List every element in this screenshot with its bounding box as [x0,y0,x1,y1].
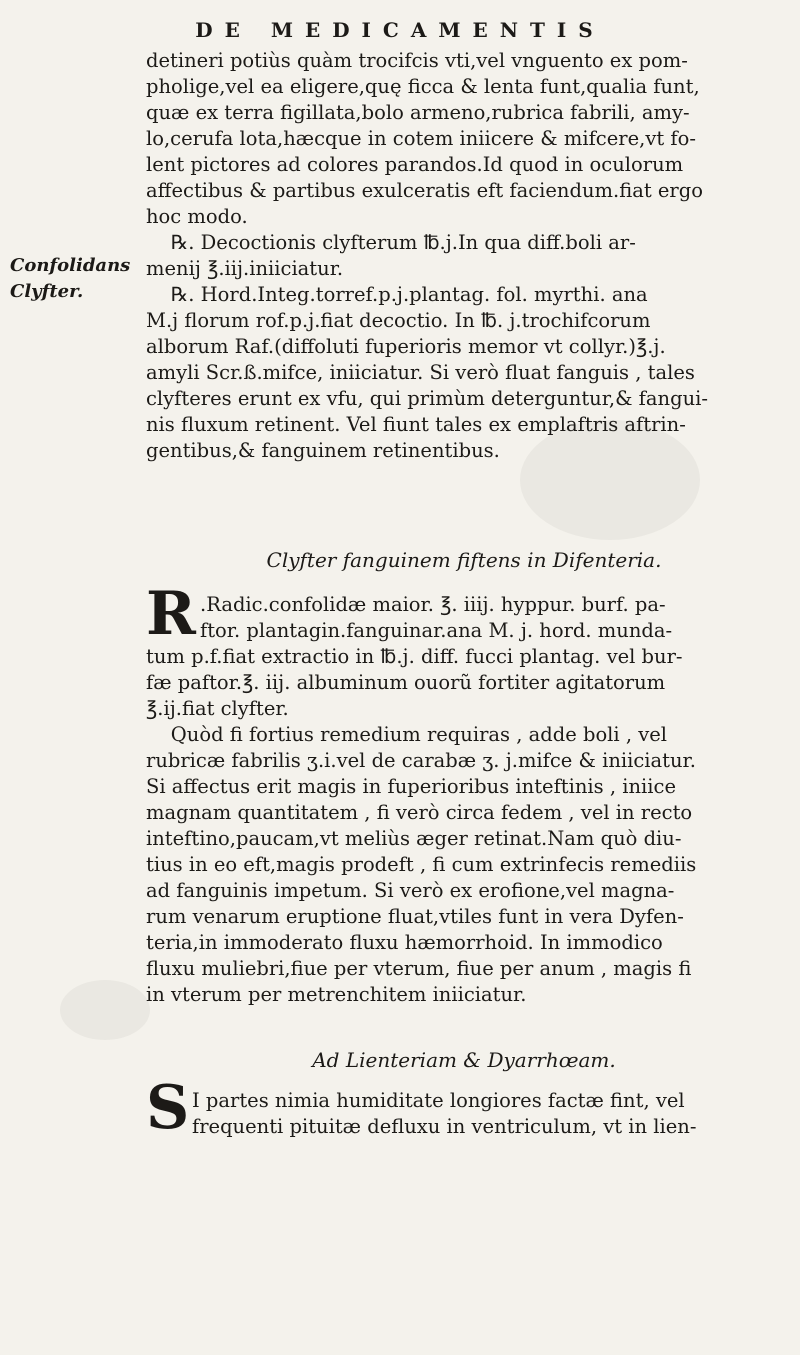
text-line: quæ ex terra figillata,bolo armeno,rubrica fabrili, amy- [146,101,690,124]
text-line: ftor. plantagin.fanguinar.ana M. j. hord. munda- [200,619,673,642]
text-line: menij ℥.iij.iniiciatur. [146,257,344,280]
margin-note-confolidans: Confolidans [10,255,131,276]
text-line: gentibus,& fanguinem retinentibus. [146,439,500,462]
text-line: ad fanguinis impetum. Si verò ex erofione,vel magna- [146,879,675,902]
text-line: M.j florum rof.p.j.fiat decoctio. In ℔. j.trochifcorum [146,309,651,332]
text-line: magnam quantitatem , fi verò circa fedem , vel in recto [146,801,693,824]
margin-note-clyfter: Clyfter. [10,281,84,302]
text-line: Quòd fi fortius remedium requiras , adde boli , vel [146,723,668,746]
text-line: lent pictores ad colores parandos.Id quod in oculorum [146,153,684,176]
section-heading-lienteria: Ad Lienteriam & Dyarrhœam. [312,1048,616,1072]
text-line: affectibus & partibus exulceratis eft faciendum.fiat ergo [146,179,703,202]
drop-capital-r: R [146,579,196,649]
text-line: frequenti pituitæ defluxu in ventriculum, vt in lien- [192,1115,697,1138]
section-heading-dysenteria: Clyfter fanguinem fiftens in Difenteria. [266,548,662,572]
text-line: tius in eo eft,magis prodeft , fi cum extrinfecis remediis [146,853,697,876]
running-header: DE MEDICAMENTIS [195,18,605,42]
text-line: nis fluxum retinent. Vel fiunt tales ex emplaftris aftrin- [146,413,686,436]
text-line: .Radic.confolidæ maior. ℥. iiij. hyppur. burf. pa- [200,593,666,616]
text-line: in vterum per metrenchitem iniiciatur. [146,983,527,1006]
text-line: clyfteres erunt ex vfu, qui primùm deterguntur,& fangui- [146,387,708,410]
text-line: rum venarum eruptione fluat,vtiles funt in vera Dyfen- [146,905,684,928]
text-line: I partes nimia humiditate longiores factæ fint, vel [192,1089,685,1112]
text-block-2-indented [200,592,782,644]
text-block-3 [192,1088,782,1140]
text-line: hoc modo. [146,205,248,228]
text-line: ℞. Hord.Integ.torref.p.j.plantag. fol. myrthi. ana [146,283,648,306]
text-line: alborum Raf.(diffoluti fuperioris memor vt collyr.)℥.j. [146,335,666,358]
text-line: amyli Scr.ß.mifce, iniiciatur. Si verò fluat fanguis , tales [146,361,695,384]
text-line: lo,cerufa lota,hæcque in cotem iniicere & mifcere,vt fo- [146,127,696,150]
text-block-2 [146,644,782,1008]
text-line: fæ paftor.℥. iij. albuminum ouorũ fortiter agitatorum [146,671,666,694]
drop-capital-s: S [146,1073,190,1143]
text-line: rubricæ fabrilis ʒ.i.vel de carabæ ʒ. j.mifce & iniiciatur. [146,749,696,772]
text-line: inteftino,paucam,vt meliùs æger retinat.Nam quò diu- [146,827,682,850]
text-line: fluxu muliebri,fiue per vterum, fiue per anum , magis fi [146,957,692,980]
text-line: tum p.f.fiat extractio in ℔.j. diff. fucci plantag. vel bur- [146,645,683,668]
text-line: pholige,vel ea eligere,quę ficca & lenta funt,qualia funt, [146,75,700,98]
text-line: ℥.ij.fiat clyfter. [146,697,289,720]
text-line: detineri potiùs quàm trocifcis vti,vel vnguento ex pom- [146,49,688,72]
text-block-1 [146,48,782,464]
text-line: teria,in immoderato fluxu hæmorrhoid. In immodico [146,931,663,954]
text-line: ℞. Decoctionis clyfterum ℔.j.In qua diff.boli ar- [146,231,636,254]
text-line: Si affectus erit magis in fuperioribus inteftinis , iniice [146,775,676,798]
paper-stain [60,980,150,1040]
